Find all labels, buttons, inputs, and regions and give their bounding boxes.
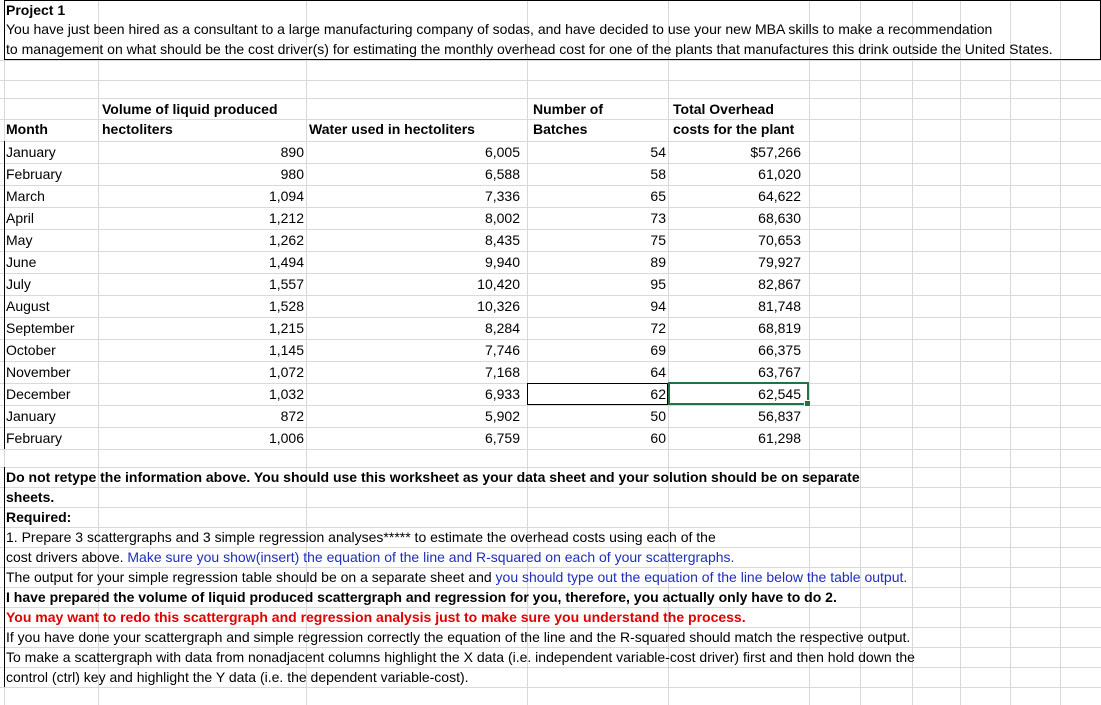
cell-water[interactable]: 6,005 bbox=[484, 144, 520, 160]
cell-month[interactable]: March bbox=[6, 188, 45, 204]
cell-month[interactable]: June bbox=[6, 254, 37, 270]
cell-batches[interactable]: 89 bbox=[650, 254, 666, 270]
cell-month[interactable]: December bbox=[6, 386, 71, 402]
cell-month[interactable]: November bbox=[6, 364, 71, 380]
requirement-2-black: The output for your simple regression table should be on a separate sheet and bbox=[6, 569, 496, 585]
cell-water[interactable]: 6,759 bbox=[484, 430, 520, 446]
nonadjacent-note-2[interactable]: control (ctrl) key and highlight the Y data (i.e. the dependent variable-cost). bbox=[6, 669, 469, 685]
redo-note[interactable]: You may want to redo this scattergraph and regression analysis just to make sure you understand the process. bbox=[6, 609, 746, 625]
cell-water[interactable]: 10,326 bbox=[477, 298, 520, 314]
nonadjacent-note-1[interactable]: To make a scattergraph with data from nonadjacent columns highlight the X data (i.e. independent variable-cost driver) first and then hold down the bbox=[6, 649, 915, 665]
cell-batches[interactable]: 72 bbox=[650, 320, 666, 336]
header-volume-line1[interactable]: Volume of liquid produced bbox=[102, 101, 278, 117]
bordered-cell bbox=[527, 383, 668, 405]
required-label[interactable]: Required: bbox=[6, 509, 72, 525]
requirement-1a[interactable]: 1. Prepare 3 scattergraphs and 3 simple regression analyses***** to estimate the overhead costs using each of the bbox=[6, 529, 716, 545]
cell-month[interactable]: July bbox=[6, 276, 31, 292]
cell-water[interactable]: 10,420 bbox=[477, 276, 520, 292]
cell-overhead[interactable]: 56,837 bbox=[758, 408, 801, 424]
cell-water[interactable]: 5,902 bbox=[484, 408, 520, 424]
cell-month[interactable]: April bbox=[6, 210, 35, 226]
cell-batches[interactable]: 58 bbox=[650, 166, 666, 182]
cell-water[interactable]: 6,933 bbox=[484, 386, 520, 402]
cell-batches[interactable]: 62 bbox=[650, 386, 666, 402]
cell-volume[interactable]: 1,557 bbox=[268, 276, 304, 292]
header-month[interactable]: Month bbox=[6, 121, 48, 137]
cell-volume[interactable]: 1,528 bbox=[268, 298, 304, 314]
cell-overhead[interactable]: 61,020 bbox=[758, 166, 801, 182]
cell-overhead[interactable]: 81,748 bbox=[758, 298, 801, 314]
selected-cell[interactable] bbox=[668, 382, 809, 405]
cell-overhead[interactable]: 82,867 bbox=[758, 276, 801, 292]
cell-batches[interactable]: 75 bbox=[650, 232, 666, 248]
intro-line-2[interactable]: to management on what should be the cost driver(s) for estimating the monthly overhead cost for one of the plants that manufactures this drink outside the United States. bbox=[6, 41, 1053, 57]
note-line-2[interactable]: sheets. bbox=[6, 489, 55, 505]
cell-water[interactable]: 8,435 bbox=[484, 232, 520, 248]
header-overhead-line2[interactable]: costs for the plant bbox=[673, 121, 795, 137]
cell-volume[interactable]: 1,262 bbox=[268, 232, 304, 248]
cell-batches[interactable]: 60 bbox=[650, 430, 666, 446]
header-volume-line2[interactable]: hectoliters bbox=[102, 121, 173, 137]
requirement-1b-blue: Make sure you show(insert) the equation of the line and R-squared on each of your scattergraphs. bbox=[127, 549, 735, 565]
cell-month[interactable]: January bbox=[6, 144, 56, 160]
cell-overhead[interactable]: 64,622 bbox=[758, 188, 801, 204]
cell-water[interactable]: 9,940 bbox=[484, 254, 520, 270]
cell-overhead[interactable]: 62,545 bbox=[758, 386, 801, 402]
cell-batches[interactable]: 69 bbox=[650, 342, 666, 358]
cell-overhead[interactable]: 68,819 bbox=[758, 320, 801, 336]
cell-water[interactable]: 8,284 bbox=[484, 320, 520, 336]
project-title[interactable]: Project 1 bbox=[6, 2, 66, 18]
requirement-1b[interactable] bbox=[6, 547, 734, 567]
cell-batches[interactable]: 73 bbox=[650, 210, 666, 226]
cell-volume[interactable]: 1,494 bbox=[268, 254, 304, 270]
cell-month[interactable]: September bbox=[6, 320, 75, 336]
cell-volume[interactable]: 890 bbox=[280, 144, 304, 160]
cell-volume[interactable]: 1,006 bbox=[268, 430, 304, 446]
cell-overhead[interactable]: 66,375 bbox=[758, 342, 801, 358]
requirement-2-blue: you should type out the equation of the line below the table output. bbox=[495, 569, 908, 585]
cell-volume[interactable]: 1,072 bbox=[268, 364, 304, 380]
cell-volume[interactable]: 872 bbox=[280, 408, 304, 424]
cell-water[interactable]: 8,002 bbox=[484, 210, 520, 226]
cell-batches[interactable]: 95 bbox=[650, 276, 666, 292]
header-batches-line2[interactable]: Batches bbox=[533, 121, 588, 137]
cell-water[interactable]: 7,746 bbox=[484, 342, 520, 358]
cell-month[interactable]: May bbox=[6, 232, 33, 248]
cell-volume[interactable]: 1,032 bbox=[268, 386, 304, 402]
month-left-border bbox=[4, 141, 5, 449]
cell-batches[interactable]: 54 bbox=[650, 144, 666, 160]
note-line-1[interactable]: Do not retype the information above. You should use this worksheet as your data sheet and your solution should be on separate bbox=[6, 469, 860, 485]
cell-overhead[interactable]: 79,927 bbox=[758, 254, 801, 270]
requirement-1b-black: cost drivers above. bbox=[6, 549, 128, 565]
cell-overhead[interactable]: 61,298 bbox=[758, 430, 801, 446]
match-note[interactable]: If you have done your scattergraph and simple regression correctly the equation of the line and the R-squared should match the respective output. bbox=[6, 629, 911, 645]
header-water[interactable]: Water used in hectoliters bbox=[309, 121, 475, 137]
cell-month[interactable]: August bbox=[6, 298, 50, 314]
cell-water[interactable]: 6,588 bbox=[484, 166, 520, 182]
cell-batches[interactable]: 94 bbox=[650, 298, 666, 314]
cell-month[interactable]: October bbox=[6, 342, 56, 358]
cell-water[interactable]: 7,168 bbox=[484, 364, 520, 380]
cell-batches[interactable]: 64 bbox=[650, 364, 666, 380]
cell-overhead[interactable]: 70,653 bbox=[758, 232, 801, 248]
prepared-note[interactable]: I have prepared the volume of liquid produced scattergraph and regression for you, therefore, you actually only have to do 2. bbox=[6, 589, 837, 605]
requirement-2[interactable] bbox=[6, 567, 907, 587]
cell-volume[interactable]: 1,212 bbox=[268, 210, 304, 226]
cell-batches[interactable]: 50 bbox=[650, 408, 666, 424]
cell-volume[interactable]: 980 bbox=[280, 166, 304, 182]
cell-overhead[interactable]: 63,767 bbox=[758, 364, 801, 380]
cell-overhead[interactable]: $57,266 bbox=[750, 144, 801, 160]
cell-month[interactable]: January bbox=[6, 408, 56, 424]
header-batches-line1[interactable]: Number of bbox=[533, 101, 603, 117]
cell-volume[interactable]: 1,094 bbox=[268, 188, 304, 204]
cell-water[interactable]: 7,336 bbox=[484, 188, 520, 204]
cell-month[interactable]: February bbox=[6, 430, 63, 446]
cell-volume[interactable]: 1,215 bbox=[268, 320, 304, 336]
header-overhead-line1[interactable]: Total Overhead bbox=[673, 101, 774, 117]
intro-line-1[interactable]: You have just been hired as a consultant to a large manufacturing company of sodas, and have decided to use your new MBA skills to make a recommendation bbox=[6, 21, 993, 37]
cell-volume[interactable]: 1,145 bbox=[268, 342, 304, 358]
cell-batches[interactable]: 65 bbox=[650, 188, 666, 204]
cell-overhead[interactable]: 68,630 bbox=[758, 210, 801, 226]
cell-month[interactable]: February bbox=[6, 166, 63, 182]
